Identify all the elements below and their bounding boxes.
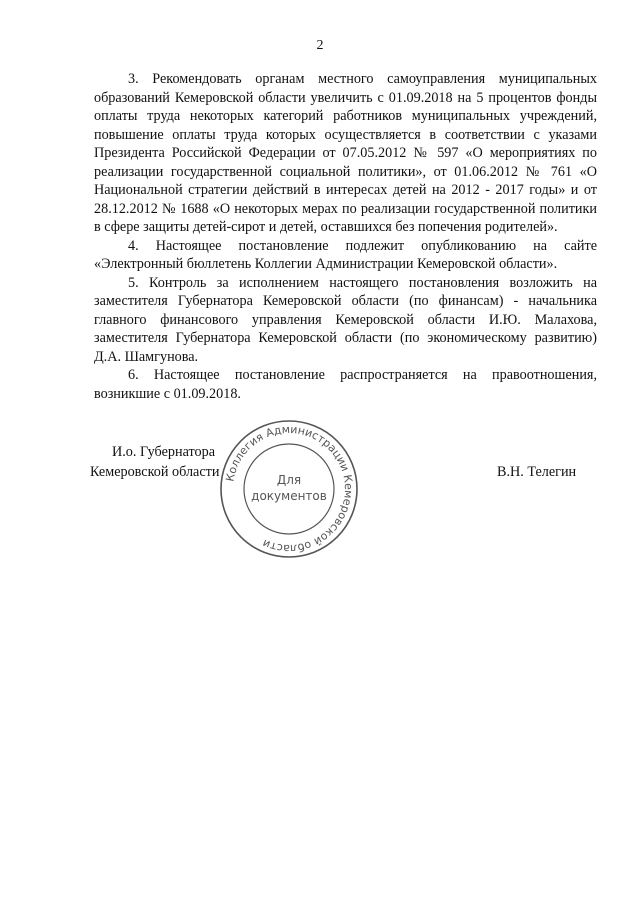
- stamp-center-line2: документов: [251, 489, 327, 503]
- official-stamp: [218, 418, 360, 560]
- stamp-graphic: [218, 418, 360, 560]
- paragraph-4: 4. Настоящее постановление подлежит опубликованию на сайте «Электронный бюллетень Коллегии Администрации Кемеровской области».: [94, 237, 597, 272]
- stamp-ring-text: Коллегия Администрации Кемеровской области: [223, 422, 356, 556]
- signatory-title-line1: И.о. Губернатора: [112, 444, 215, 460]
- paragraph-3: 3. Рекомендовать органам местного самоуправления муниципальных образований Кемеровской области увеличить с 01.09.2018 на 5 процентов фонды оплаты труда некоторых категорий работников муниципальных учреждений, повышение оплаты труда которых осуществляется в соответствии с указами Президента Российской Федерации от 07.05.2012 № 597 «О мероприятиях по реализации государственной социальной политики», от 01.06.2012 № 761 «О Национальной стратегии действий в интересах детей на 2012 - 2017 годы» и от 28.12.2012 № 1688 «О некоторых мерах по реализации государственной политики в сфере защиты детей-сирот и детей, оставшихся без попечения родителей».: [94, 71, 597, 235]
- page-number: 2: [316, 38, 324, 53]
- paragraph-5: 5. Контроль за исполнением настоящего постановления возложить на заместителя Губернатора Кемеровской области (по финансам) - начальника главного финансового управления Кемеровской области И.Ю. Малахова, заместителя Губернатора Кемеровской области (по экономическому развитию) Д.А. Шамгунова.: [94, 274, 597, 365]
- signatory-name: В.Н. Телегин: [497, 464, 577, 480]
- stamp-center-line1: Для: [276, 473, 302, 487]
- signatory-title-line2: Кемеровской области: [90, 464, 220, 480]
- paragraph-6: 6. Настоящее постановление распространяется на правоотношения, возникшие с 01.09.2018.: [94, 367, 597, 402]
- document-body: [94, 70, 597, 403]
